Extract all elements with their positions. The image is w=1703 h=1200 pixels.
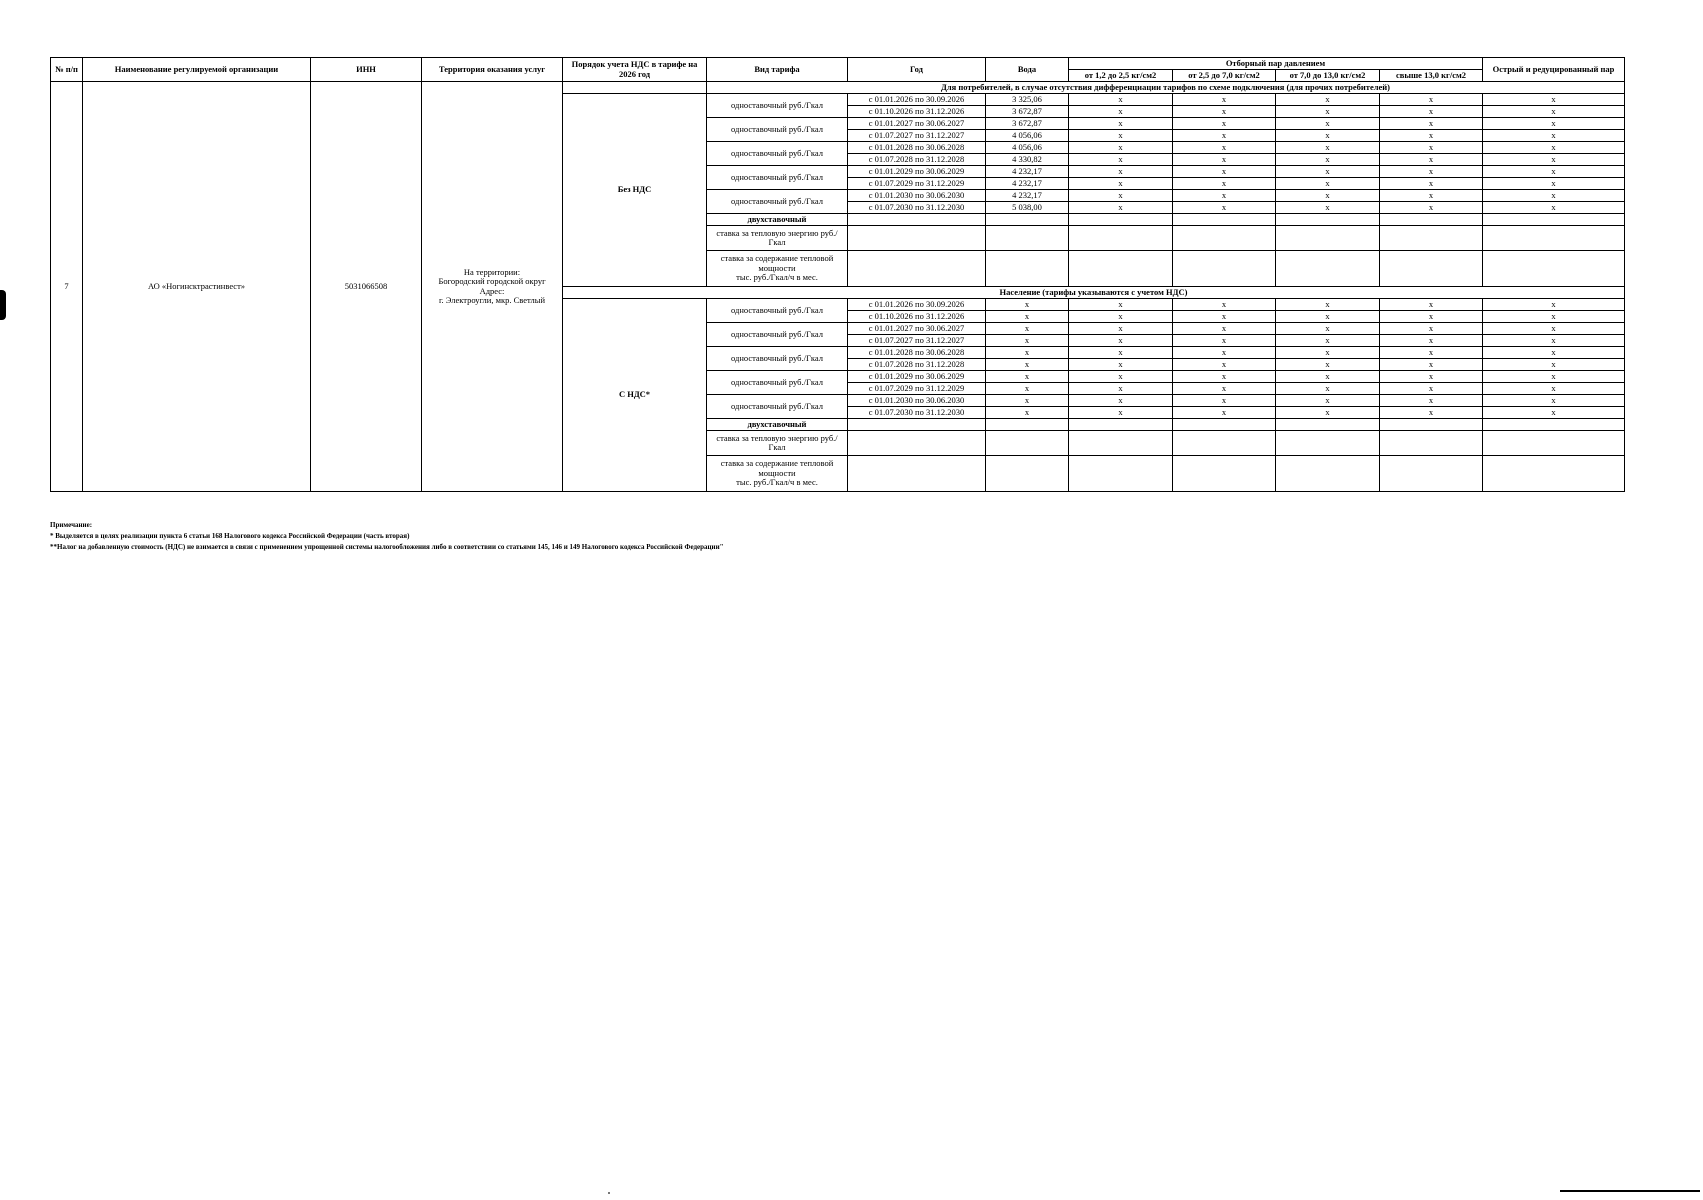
water-value: 4 330,82	[986, 154, 1069, 166]
empty-cell	[1483, 419, 1625, 431]
x-cell: х	[1069, 178, 1173, 190]
org-name: АО «Ногинсктрастинвест»	[83, 82, 311, 492]
x-cell: х	[1276, 154, 1380, 166]
water-value: х	[986, 323, 1069, 335]
x-cell: х	[1483, 311, 1625, 323]
empty-cell	[986, 214, 1069, 226]
vat-without-cell: Без НДС	[563, 94, 707, 287]
period-cell: с 01.01.2026 по 30.09.2026	[848, 299, 986, 311]
tariff-table-body	[51, 82, 1625, 492]
empty-cell	[1069, 226, 1173, 251]
header-sharp-steam: Острый и редуцированный пар	[1483, 58, 1625, 82]
period-cell: с 01.01.2029 по 30.06.2029	[848, 166, 986, 178]
x-cell: х	[1276, 202, 1380, 214]
empty-cell	[1173, 214, 1276, 226]
period-cell: с 01.01.2027 по 30.06.2027	[848, 323, 986, 335]
x-cell: х	[1276, 335, 1380, 347]
empty-cell	[1380, 431, 1483, 456]
empty-cell	[1069, 419, 1173, 431]
x-cell: х	[1173, 311, 1276, 323]
x-cell: х	[1483, 359, 1625, 371]
x-cell: х	[1380, 118, 1483, 130]
x-cell: х	[1483, 190, 1625, 202]
period-cell: с 01.07.2028 по 31.12.2028	[848, 154, 986, 166]
x-cell: х	[1483, 106, 1625, 118]
x-cell: х	[1069, 335, 1173, 347]
period-cell: с 01.01.2030 по 30.06.2030	[848, 395, 986, 407]
x-cell: х	[1173, 142, 1276, 154]
x-cell: х	[1069, 94, 1173, 106]
empty-cell	[1276, 419, 1380, 431]
x-cell: х	[1173, 359, 1276, 371]
x-cell: х	[1380, 383, 1483, 395]
empty-cell	[1276, 214, 1380, 226]
empty-cell	[1380, 226, 1483, 251]
x-cell: х	[1069, 407, 1173, 419]
period-cell: с 01.07.2027 по 31.12.2027	[848, 130, 986, 142]
water-value: 3 325,06	[986, 94, 1069, 106]
header-steam-col-4: свыше 13,0 кг/см2	[1380, 70, 1483, 82]
empty-cell	[1380, 456, 1483, 492]
header-vat-order: Порядок учета НДС в тарифе на 2026 год	[563, 58, 707, 82]
x-cell: х	[1380, 359, 1483, 371]
tariff-one-part-label: одноставочный руб./Гкал	[707, 94, 848, 118]
header-inn: ИНН	[311, 58, 422, 82]
capacity-rate-label	[707, 456, 848, 492]
capacity-rate-label	[707, 251, 848, 287]
tariff-one-part-label: одноставочный руб./Гкал	[707, 299, 848, 323]
period-cell: с 01.07.2030 по 31.12.2030	[848, 407, 986, 419]
tariff-one-part-label: одноставочный руб./Гкал	[707, 118, 848, 142]
vat-with-cell: С НДС*	[563, 299, 707, 492]
tariff-two-part-label: двухставочный	[707, 214, 848, 226]
section-population: Население (тарифы указываются с учетом НДС)	[563, 287, 1625, 299]
x-cell: х	[1276, 347, 1380, 359]
period-cell: с 01.01.2028 по 30.06.2028	[848, 347, 986, 359]
x-cell: х	[1276, 299, 1380, 311]
empty-cell	[1483, 214, 1625, 226]
empty-cell	[986, 431, 1069, 456]
x-cell: х	[1069, 190, 1173, 202]
x-cell: х	[1483, 166, 1625, 178]
period-cell: с 01.07.2030 по 31.12.2030	[848, 202, 986, 214]
tariff-one-part-label: одноставочный руб./Гкал	[707, 190, 848, 214]
x-cell: х	[1276, 94, 1380, 106]
x-cell: х	[1069, 142, 1173, 154]
empty-cell	[1276, 431, 1380, 456]
empty-cell	[1173, 226, 1276, 251]
x-cell: х	[1276, 383, 1380, 395]
x-cell: х	[1483, 347, 1625, 359]
x-cell: х	[1069, 299, 1173, 311]
x-cell: х	[1069, 118, 1173, 130]
water-value: х	[986, 347, 1069, 359]
x-cell: х	[1380, 142, 1483, 154]
x-cell: х	[1380, 335, 1483, 347]
empty-cell	[1069, 431, 1173, 456]
empty-cell	[1173, 431, 1276, 456]
water-value: х	[986, 311, 1069, 323]
x-cell: х	[1483, 335, 1625, 347]
empty-cell	[848, 431, 986, 456]
water-value: х	[986, 407, 1069, 419]
notes	[50, 520, 724, 553]
empty-cell	[986, 456, 1069, 492]
empty-cell	[1483, 456, 1625, 492]
territory-line: На территории:	[463, 266, 521, 277]
x-cell: х	[1276, 130, 1380, 142]
x-cell: х	[1173, 299, 1276, 311]
tariff-two-part-label: двухставочный	[707, 419, 848, 431]
x-cell: х	[1276, 323, 1380, 335]
period-cell: с 01.07.2027 по 31.12.2027	[848, 335, 986, 347]
x-cell: х	[1173, 407, 1276, 419]
water-value: 4 232,17	[986, 190, 1069, 202]
x-cell: х	[1173, 130, 1276, 142]
empty-cell	[986, 419, 1069, 431]
x-cell: х	[1173, 106, 1276, 118]
x-cell: х	[1483, 178, 1625, 190]
period-cell: с 01.01.2030 по 30.06.2030	[848, 190, 986, 202]
x-cell: х	[1069, 323, 1173, 335]
empty-cell	[1380, 214, 1483, 226]
x-cell: х	[1380, 299, 1483, 311]
x-cell: х	[1173, 335, 1276, 347]
x-cell: х	[1483, 94, 1625, 106]
footer-line	[1560, 1190, 1700, 1192]
capacity-rate-line-1: ставка за содержание тепловой мощности	[720, 253, 834, 273]
x-cell: х	[1069, 130, 1173, 142]
empty-cell	[1380, 251, 1483, 287]
scan-artifact-mark	[0, 290, 6, 320]
water-value: 4 232,17	[986, 178, 1069, 190]
x-cell: х	[1069, 154, 1173, 166]
header-num: № п/п	[51, 58, 83, 82]
water-value: х	[986, 335, 1069, 347]
x-cell: х	[1173, 166, 1276, 178]
x-cell: х	[1069, 371, 1173, 383]
water-value: х	[986, 359, 1069, 371]
scan-dot	[608, 1192, 610, 1194]
empty-cell	[1276, 251, 1380, 287]
x-cell: х	[1380, 154, 1483, 166]
notes-title: Примечание:	[50, 521, 93, 529]
empty-cell	[1173, 456, 1276, 492]
x-cell: х	[1380, 323, 1483, 335]
x-cell: х	[1276, 395, 1380, 407]
empty-cell	[1173, 251, 1276, 287]
header-steam: Отборный пар давлением	[1069, 58, 1483, 70]
territory-line: Адрес:	[479, 285, 505, 296]
water-value: 5 038,00	[986, 202, 1069, 214]
empty-cell	[1069, 251, 1173, 287]
x-cell: х	[1380, 130, 1483, 142]
x-cell: х	[1483, 407, 1625, 419]
tariff-one-part-label: одноставочный руб./Гкал	[707, 371, 848, 395]
energy-rate-label: ставка за тепловую энергию руб./Гкал	[707, 431, 848, 456]
header-steam-col-2: от 2,5 до 7,0 кг/см2	[1173, 70, 1276, 82]
x-cell: х	[1276, 359, 1380, 371]
x-cell: х	[1380, 407, 1483, 419]
water-value: 4 056,06	[986, 130, 1069, 142]
x-cell: х	[1173, 323, 1276, 335]
section-blank	[563, 82, 707, 94]
territory-line: г. Электроугли, мкр. Светлый	[438, 294, 546, 305]
x-cell: х	[1380, 106, 1483, 118]
x-cell: х	[1483, 395, 1625, 407]
tariff-one-part-label: одноставочный руб./Гкал	[707, 347, 848, 371]
header-year: Год	[848, 58, 986, 82]
x-cell: х	[1173, 190, 1276, 202]
empty-cell	[848, 214, 986, 226]
x-cell: х	[1380, 202, 1483, 214]
empty-cell	[986, 251, 1069, 287]
empty-cell	[1483, 251, 1625, 287]
x-cell: х	[1483, 118, 1625, 130]
empty-cell	[1276, 456, 1380, 492]
x-cell: х	[1380, 166, 1483, 178]
x-cell: х	[1276, 190, 1380, 202]
period-cell: с 01.07.2029 по 31.12.2029	[848, 178, 986, 190]
x-cell: х	[1483, 383, 1625, 395]
water-value: х	[986, 383, 1069, 395]
water-value: х	[986, 299, 1069, 311]
empty-cell	[848, 419, 986, 431]
x-cell: х	[1380, 371, 1483, 383]
water-value: 3 672,87	[986, 118, 1069, 130]
x-cell: х	[1173, 94, 1276, 106]
period-cell: с 01.01.2029 по 30.06.2029	[848, 371, 986, 383]
x-cell: х	[1276, 407, 1380, 419]
x-cell: х	[1069, 166, 1173, 178]
x-cell: х	[1483, 202, 1625, 214]
x-cell: х	[1483, 371, 1625, 383]
tariff-one-part-label: одноставочный руб./Гкал	[707, 323, 848, 347]
x-cell: х	[1483, 142, 1625, 154]
x-cell: х	[1483, 130, 1625, 142]
x-cell: х	[1173, 371, 1276, 383]
tariff-one-part-label: одноставочный руб./Гкал	[707, 166, 848, 190]
period-cell: с 01.10.2026 по 31.12.2026	[848, 106, 986, 118]
x-cell: х	[1276, 166, 1380, 178]
x-cell: х	[1069, 347, 1173, 359]
x-cell: х	[1173, 178, 1276, 190]
x-cell: х	[1069, 383, 1173, 395]
x-cell: х	[1173, 154, 1276, 166]
capacity-rate-line-1: ставка за содержание тепловой мощности	[720, 458, 834, 478]
x-cell: х	[1173, 347, 1276, 359]
header-tariff-type: Вид тарифа	[707, 58, 848, 82]
section-consumers: Для потребителей, в случае отсутствия дифференциации тарифов по схеме подключения (для прочих потребителей)	[707, 82, 1625, 94]
empty-cell	[848, 251, 986, 287]
header-org: Наименование регулируемой организации	[83, 58, 311, 82]
empty-cell	[848, 226, 986, 251]
x-cell: х	[1069, 311, 1173, 323]
x-cell: х	[1483, 299, 1625, 311]
empty-cell	[1483, 431, 1625, 456]
header-water: Вода	[986, 58, 1069, 82]
x-cell: х	[1069, 106, 1173, 118]
tariff-table	[50, 57, 1625, 492]
empty-cell	[1069, 456, 1173, 492]
period-cell: с 01.07.2028 по 31.12.2028	[848, 359, 986, 371]
empty-cell	[986, 226, 1069, 251]
period-cell: с 01.10.2026 по 31.12.2026	[848, 311, 986, 323]
water-value: х	[986, 395, 1069, 407]
org-num: 7	[51, 82, 83, 492]
water-value: 4 056,06	[986, 142, 1069, 154]
tariff-one-part-label: одноставочный руб./Гкал	[707, 395, 848, 419]
empty-cell	[1483, 226, 1625, 251]
tariff-one-part-label: одноставочный руб./Гкал	[707, 142, 848, 166]
x-cell: х	[1483, 154, 1625, 166]
period-cell: с 01.01.2026 по 30.09.2026	[848, 94, 986, 106]
empty-cell	[1069, 214, 1173, 226]
header-steam-col-1: от 1,2 до 2,5 кг/см2	[1069, 70, 1173, 82]
water-value: х	[986, 371, 1069, 383]
empty-cell	[1276, 226, 1380, 251]
x-cell: х	[1069, 359, 1173, 371]
x-cell: х	[1276, 371, 1380, 383]
empty-cell	[1380, 419, 1483, 431]
org-inn: 5031066508	[311, 82, 422, 492]
x-cell: х	[1276, 142, 1380, 154]
note-1: * Выделяется в целях реализации пункта 6 статьи 168 Налогового кодекса Российской Федерации (часть вторая)	[50, 532, 410, 540]
water-value: 4 232,17	[986, 166, 1069, 178]
territory-line: Богородский городской округ	[438, 276, 546, 287]
energy-rate-label: ставка за тепловую энергию руб./Гкал	[707, 226, 848, 251]
x-cell: х	[1173, 118, 1276, 130]
x-cell: х	[1276, 178, 1380, 190]
period-cell: с 01.07.2029 по 31.12.2029	[848, 383, 986, 395]
note-2: **Налог на добавленную стоимость (НДС) не взимается в связи с применением упрощенной системы налогообложения либо в соответствии со статьями 145, 146 и 149 Налогового кодекса Российской Федерации"	[50, 543, 724, 551]
x-cell: х	[1276, 118, 1380, 130]
period-cell: с 01.01.2028 по 30.06.2028	[848, 142, 986, 154]
capacity-rate-line-2: тыс. руб./Гкал/ч в мес.	[736, 477, 818, 488]
table-row	[51, 82, 1625, 94]
header-territory: Территория оказания услуг	[422, 58, 563, 82]
x-cell: х	[1380, 311, 1483, 323]
capacity-rate-line-2: тыс. руб./Гкал/ч в мес.	[736, 272, 818, 283]
x-cell: х	[1380, 395, 1483, 407]
x-cell: х	[1173, 202, 1276, 214]
x-cell: х	[1173, 383, 1276, 395]
empty-cell	[848, 456, 986, 492]
x-cell: х	[1483, 323, 1625, 335]
empty-cell	[1173, 419, 1276, 431]
x-cell: х	[1069, 395, 1173, 407]
x-cell: х	[1173, 395, 1276, 407]
header-steam-col-3: от 7,0 до 13,0 кг/см2	[1276, 70, 1380, 82]
org-territory	[422, 82, 563, 492]
x-cell: х	[1380, 190, 1483, 202]
x-cell: х	[1069, 202, 1173, 214]
x-cell: х	[1380, 347, 1483, 359]
water-value: 3 672,87	[986, 106, 1069, 118]
x-cell: х	[1276, 311, 1380, 323]
x-cell: х	[1380, 94, 1483, 106]
x-cell: х	[1276, 106, 1380, 118]
x-cell: х	[1380, 178, 1483, 190]
period-cell: с 01.01.2027 по 30.06.2027	[848, 118, 986, 130]
